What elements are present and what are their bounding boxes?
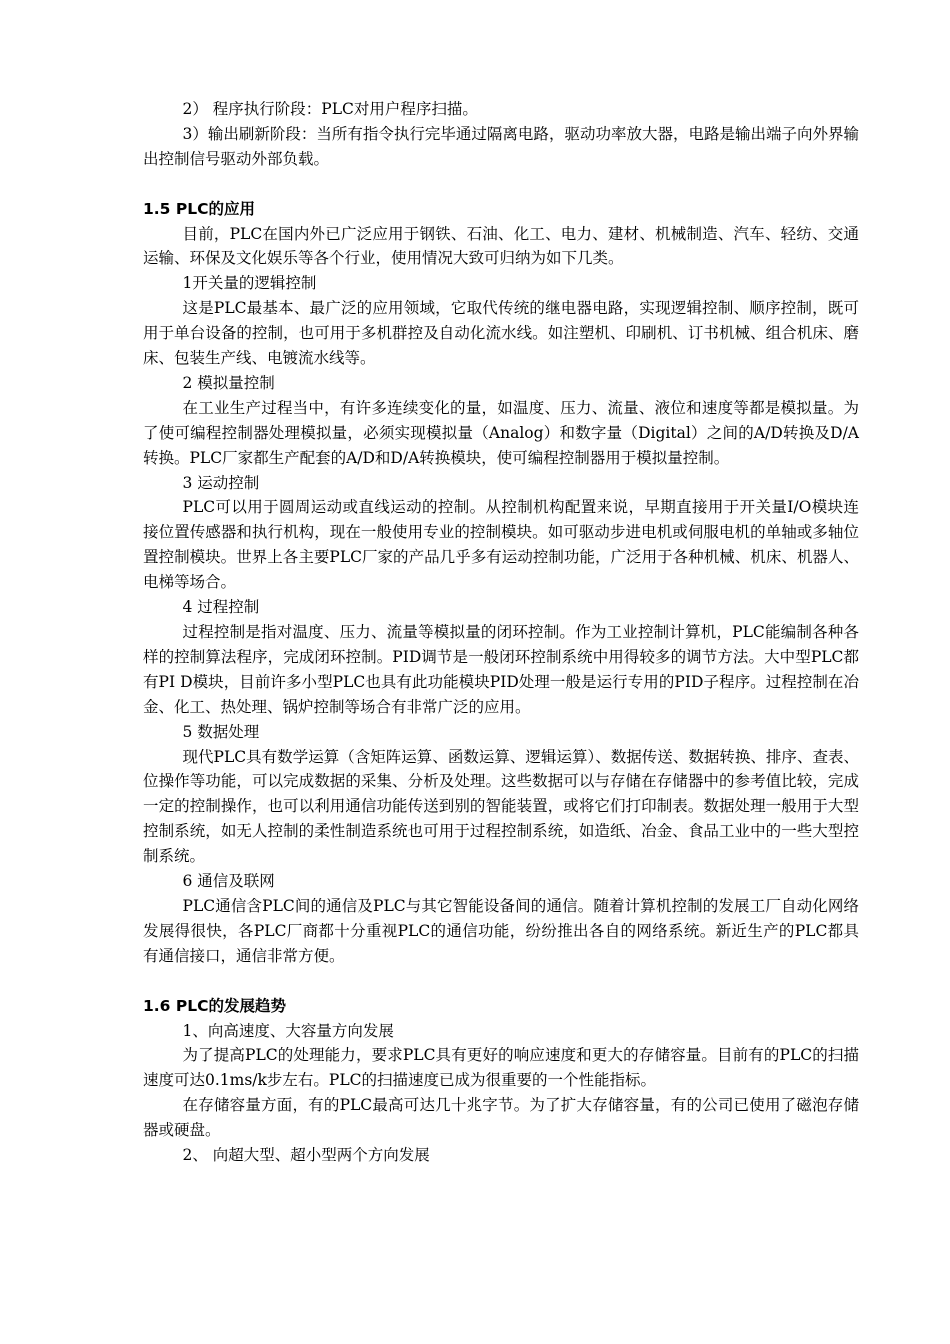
paragraph: PLC可以用于圆周运动或直线运动的控制。从控制机构配置来说，早期直接用于开关量I/O模块连接位置传感器和执行机构，现在一般使用专业的控制模块。如可驱动步进电机或伺服电机的单轴或多轴位置控制模块。世界上各主要PLC厂家的产品几乎多有运动控制功能，广泛用于各种机械、机床、机器人、电梯等场合。 bbox=[143, 498, 859, 592]
paragraph: 1、向高速度、大容量方向发展 bbox=[182, 1021, 394, 1040]
section-heading: 1.6 PLC的发展趋势 bbox=[143, 996, 286, 1015]
paragraph: 2 模拟量控制 bbox=[182, 373, 275, 392]
paragraph: 1开关量的逻辑控制 bbox=[182, 274, 317, 293]
blank-line bbox=[143, 969, 859, 994]
paragraph: 2、 向超大型、超小型两个方向发展 bbox=[182, 1146, 430, 1165]
paragraph: 4 过程控制 bbox=[182, 598, 260, 617]
paragraph: 这是PLC最基本、最广泛的应用领域，它取代传统的继电器电路，实现逻辑控制、顺序控制，既可用于单台设备的控制，也可用于多机群控及自动化流水线。如注塑机、印刷机、订书机械、组合机床、磨床、包装生产线、电镀流水线等。 bbox=[143, 299, 859, 368]
paragraph: 5 数据处理 bbox=[182, 722, 260, 741]
paragraph: 3）输出刷新阶段：当所有指令执行完毕通过隔离电路，驱动功率放大器，电路是输出端子向外界输出控制信号驱动外部负载。 bbox=[143, 124, 859, 168]
paragraph: 在存储容量方面，有的PLC最高可达几十兆字节。为了扩大存储容量，有的公司已使用了磁泡存储器或硬盘。 bbox=[143, 1096, 859, 1140]
document-body bbox=[143, 97, 859, 1168]
paragraph: 过程控制是指对温度、压力、流量等模拟量的闭环控制。作为工业控制计算机，PLC能编制各种各样的控制算法程序，完成闭环控制。PID调节是一般闭环控制系统中用得较多的调节方法。大中型PLC都有PI D模块，目前许多小型PLC也具有此功能模块PID处理一般是运行专用的PID子程序。过程控制在冶金、化工、热处理、锅炉控制等场合有非常广泛的应用。 bbox=[143, 623, 859, 716]
paragraph: PLC通信含PLC间的通信及PLC与其它智能设备间的通信。随着计算机控制的发展工厂自动化网络发展得很快，各PLC厂商都十分重视PLC的通信功能，纷纷推出各自的网络系统。新近生产的PLC都具有通信接口，通信非常方便。 bbox=[143, 896, 859, 965]
paragraph: 为了提高PLC的处理能力，要求PLC具有更好的响应速度和更大的存储容量。目前有的PLC的扫描速度可达0.1ms/k步左右。PLC的扫描速度已成为很重要的一个性能指标。 bbox=[143, 1046, 859, 1090]
paragraph: 目前，PLC在国内外已广泛应用于钢铁、石油、化工、电力、建材、机械制造、汽车、轻纺、交通运输、环保及文化娱乐等各个行业，使用情况大致可归纳为如下几类。 bbox=[143, 224, 859, 268]
paragraph: 6 通信及联网 bbox=[182, 872, 275, 891]
paragraph: 3 运动控制 bbox=[182, 473, 260, 492]
paragraph: 2） 程序执行阶段：PLC对用户程序扫描。 bbox=[182, 100, 478, 118]
paragraph: 在工业生产过程当中，有许多连续变化的量，如温度、压力、流量、液位和速度等都是模拟量。为了使可编程控制器处理模拟量，必须实现模拟量（Analog）和数字量（Digital）之间的A/D转换及D/A转换。PLC厂家都生产配套的A/D和D/A转换模块，使可编程控制器用于模拟量控制。 bbox=[143, 398, 859, 467]
blank-line bbox=[143, 172, 859, 197]
section-heading: 1.5 PLC的应用 bbox=[143, 199, 255, 218]
paragraph: 现代PLC具有数学运算（含矩阵运算、函数运算、逻辑运算）、数据传送、数据转换、排序、查表、位操作等功能，可以完成数据的采集、分析及处理。这些数据可以与存储在存储器中的参考值比较，完成一定的控制操作，也可以利用通信功能传送到别的智能装置，或将它们打印制表。数据处理一般用于大型控制系统，如无人控制的柔性制造系统也可用于过程控制系统，如造纸、冶金、食品工业中的一些大型控制系统。 bbox=[143, 747, 859, 866]
